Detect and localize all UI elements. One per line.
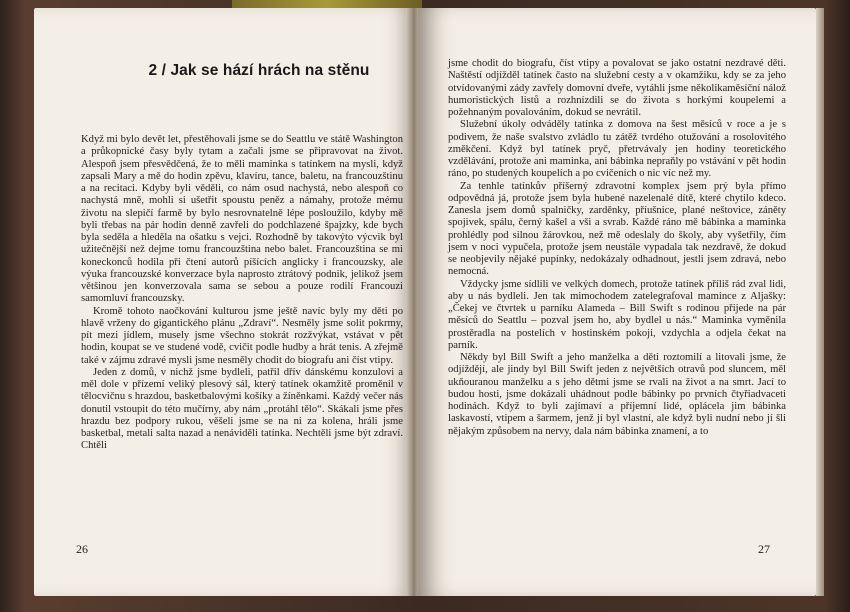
cover-edge xyxy=(232,0,422,8)
chapter-title: 2 / Jak se hází hrách na stěnu xyxy=(148,62,370,79)
left-page-number: 26 xyxy=(76,542,88,556)
right-page-number: 27 xyxy=(758,542,770,556)
right-paragraph-5: Někdy byl Bill Swift a jeho manželka a děti roztomilí a litovali jsme, že odjíždějí, ale jindy byl Bill Swift jeden z největších otravů pod sluncem, měl ukňouranou manželku a s jeho dětmi jsme se rvali na život a na smrt. Jací to budou hosti, jsme dokázali uhádnout podle bábinky po prvních čtyřiadvaceti hodinách. Když to byli zajímaví a příjemní lidé, oplácela jim bábinka laskavostí, vtipem a šarmem, jenž jí byl vlastní, ale když byli nudní nebo jí šli nějakým způsobem na nervy, dala nám bábinka znamení, a to xyxy=(448,352,786,437)
left-page-text xyxy=(81,134,403,453)
left-paragraph-1: Když mi bylo devět let, přestěhovali jsme se do Seattlu ve státě Washington a průkopnické časy byly tytam a začali jsme se připravovat na život. Alespoň jsem přesvědčená, že to měli maminka s tatínkem na mysli, když zapsali Mary a mě do hodin zpěvu, klavíru, tance, baletu, na francouzštinu a na recitaci. Kdyby byli věděli, co nám osud nachystá, nebo alespoň co nachystá mně, mohli si ušetřit spoustu peněz a námahy, protože mému životu na slepičí farmě by bylo nesrovnatelně lépe posloužilo, kdyby mě byli třebas na pár hodin denně zavřeli do podchlazené špajzky, kde bych byla seděla a hleděla na ošatku s vejci. Rozhodně by takovýto výcvik byl užitečnější než dejme tomu francouzština nebo balet. Francouzština se mi koneckonců hodila při čtení autorů píšících anglicky i francouzsky, ale výuka francouzské konverzace byla naprosto ztrátový podnik, jelikož jsem většinou jen konverzovala sama se sebou a pouze rodilí Francouzi samomluví francouzsky. xyxy=(81,134,403,305)
right-paragraph-4: Vždycky jsme sídlili ve velkých domech, protože tatínek příliš rád zval lidi, aby u nás bydleli. Jen tak mimochodem zatelegrafoval mamince z Aljašky: „Čekej ve čtvrtek u parníku Alameda – Bill Swift s rodinou přijede na pár měsíců do Seattlu – pozval jsem ho, aby bydlel u nás.“ Maminka vyměnila prostěradla na postelích v hostinském pokoji, vzdychla a odjela čekat na parník. xyxy=(448,278,786,351)
right-paragraph-3: Za tenhle tatínkův příšerný zdravotní komplex jsem prý byla přímo odpovědná já, protože jsem byla hubené nazelenalé dítě, které chytilo kdeco. Zanesla jsem domů spalničky, zarděnky, příušnice, plané neštovice, záněty spojivek, spálu, černý kašel a vši a svrab. Každé ráno mě bábinka a maminka prohlédly pod silnou žárovkou, než mě odeslaly do školy, aby vyšetřily, čím jsem v noci vypučela, protože jsem neustále vypadala tak nezdravě, že dokud se neobjevily nějaké pupínky, nedokázaly odhadnout, jestli jsem zdravá, nebo nemocná. xyxy=(448,180,786,278)
right-paragraph-2: Služební úkoly odváděly tatínka z domova na šest měsíců v roce a je s podivem, že naše svalstvo zvládlo tu zátěž tvrdého otužování a rosolovitého změkčení. Když byl tatínek pryč, přetrvávaly jen hodiny teoretického vzdělávání, protože ani maminka, ani bábinka nepraňly po vstávání v pět hodin ráno, po studených koupelích a po cvičeních o nic víc než my. xyxy=(448,119,786,180)
left-paragraph-2: Kromě tohoto naočkování kulturou jsme ještě navíc byly my děti po hlavě vrženy do gigantického plánu „Zdraví“. Nesměly jsme solit pokrmy, pít mezi jídlem, musely jsme všechno stokrát rozžvýkat, vstávat v pět hodin, koupat se ve studené vodě, cvičit podle hudby a hrát tenis. A zřejmě také v zájmu zdravé mysli jsme nesměly chodit do biografu ani číst vtipy. xyxy=(81,305,403,366)
left-paragraph-3: Jeden z domů, v nichž jsme bydleli, patřil dřív dánskému konzulovi a měl dole v přízemí veliký plesový sál, který tatínek okamžitě proměnil v tělocvičnu s hrazdou, basketbalovými košíky a žíněnkami. Každý večer nás donutil vstoupit do této mučírny, aby nám „protáhl tělo“. Skákali jsme přes hrazdu bez podpory rukou, věšeli jsme se na ni za kolena, hráli jsme basketbal, metali salta nazad a nenáviděli tatínka. Nechtěli jsme být zdraví. Chtěli xyxy=(81,366,403,452)
page-edge xyxy=(816,8,824,596)
left-page xyxy=(34,8,412,596)
right-paragraph-1: jsme chodit do biografu, číst vtipy a povalovat se jako ostatní nezdravé děti. Naštěstí odjížděl tatínek často na služební cesty a v okamžiku, kdy se za jeho otvídovanými zády zavřely domovní dveře, vytáhli jsme několikaměsíční nálož humoristických listů a rozhnízdili se do života s horkými koupelemi a požehnaným povalováním, dokud se nevrátil. xyxy=(448,58,786,118)
right-page xyxy=(418,8,816,596)
right-page-text xyxy=(448,58,786,438)
